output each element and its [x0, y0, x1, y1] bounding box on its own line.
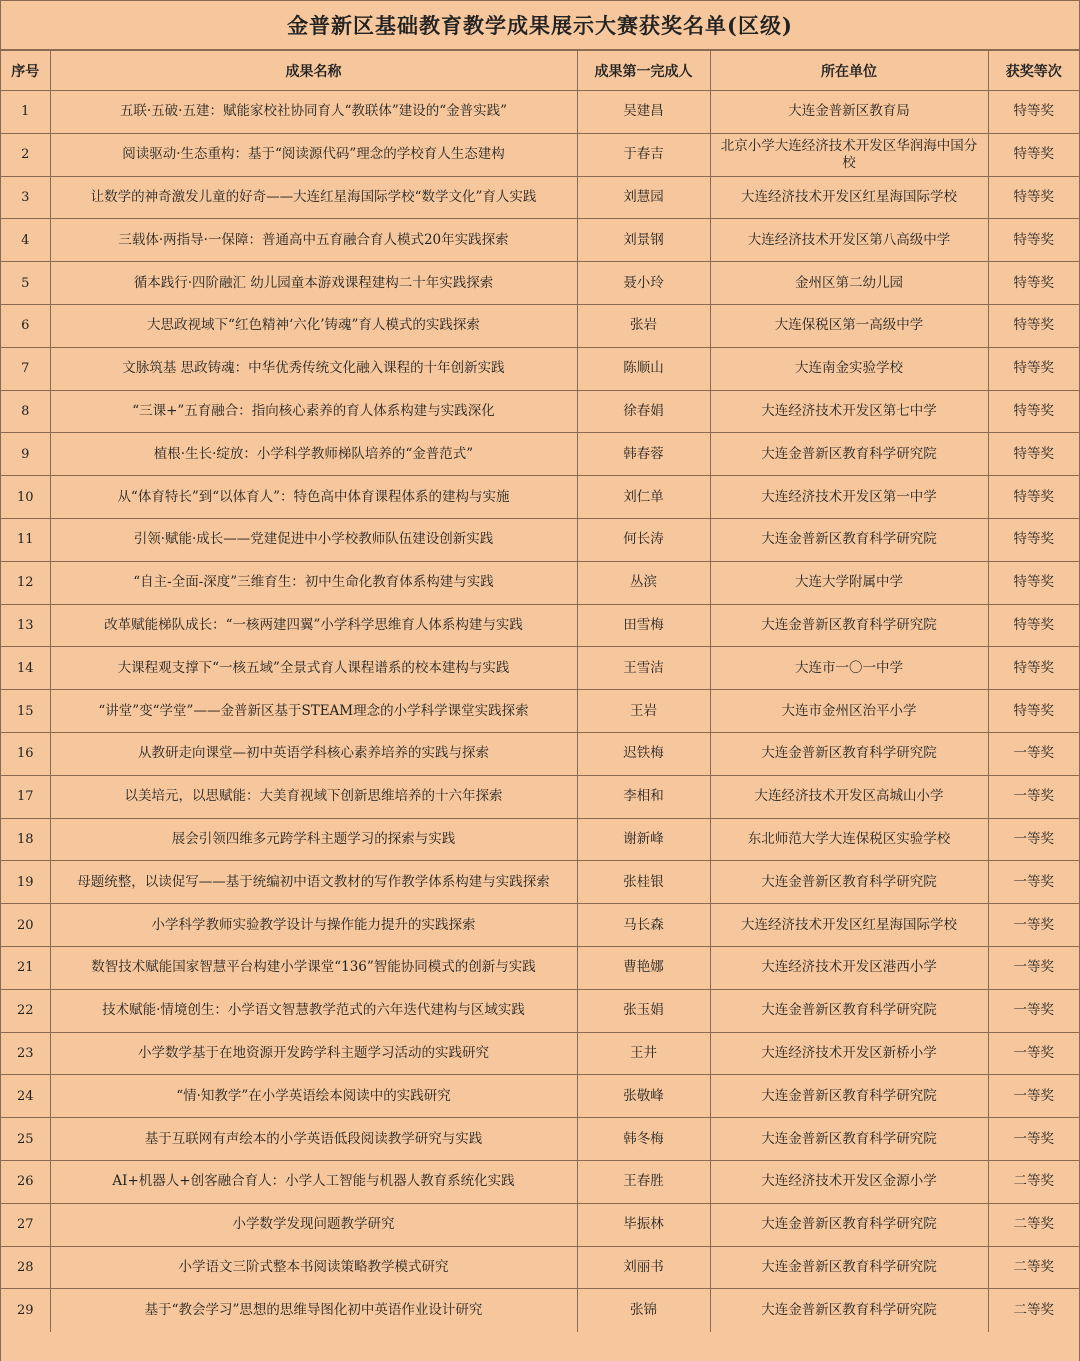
award-level: 二等奖	[988, 1203, 1079, 1246]
unit-name: 东北师范大学大连保税区实验学校	[710, 818, 988, 861]
achievement-name: 基于互联网有声绘本的小学英语低段阅读教学研究与实践	[50, 1118, 577, 1161]
first-author: 韩冬梅	[577, 1118, 710, 1161]
award-level: 特等奖	[988, 219, 1079, 262]
achievement-name: 阅读驱动·生态重构：基于“阅读源代码”理念的学校育人生态建构	[50, 133, 577, 176]
row-index: 3	[1, 176, 50, 219]
achievement-name: “情·知教学”在小学英语绘本阅读中的实践研究	[50, 1075, 577, 1118]
first-author: 刘慧园	[577, 176, 710, 219]
table-body	[1, 91, 1079, 1332]
table-row	[1, 1246, 1079, 1289]
table-row	[1, 219, 1079, 262]
achievement-name: 植根·生长·绽放：小学科学教师梯队培养的“金普范式”	[50, 433, 577, 476]
table-row	[1, 561, 1079, 604]
award-table	[1, 50, 1079, 1332]
first-author: 何长涛	[577, 518, 710, 561]
table-row	[1, 347, 1079, 390]
award-level: 一等奖	[988, 946, 1079, 989]
table-row	[1, 775, 1079, 818]
achievement-name: 小学数学发现问题教学研究	[50, 1203, 577, 1246]
row-index: 12	[1, 561, 50, 604]
award-level: 特等奖	[988, 304, 1079, 347]
unit-name: 大连大学附属中学	[710, 561, 988, 604]
unit-name: 大连金普新区教育科学研究院	[710, 1075, 988, 1118]
achievement-name: 大思政视域下“红色精神‘六化’铸魂”育人模式的实践探索	[50, 304, 577, 347]
first-author: 曹艳娜	[577, 946, 710, 989]
row-index: 4	[1, 219, 50, 262]
unit-name: 大连金普新区教育局	[710, 91, 988, 134]
unit-name: 大连经济技术开发区第八高级中学	[710, 219, 988, 262]
award-level: 一等奖	[988, 1118, 1079, 1161]
table-row	[1, 904, 1079, 947]
first-author: 吴建昌	[577, 91, 710, 134]
table-row	[1, 946, 1079, 989]
table-row	[1, 690, 1079, 733]
table-row	[1, 1118, 1079, 1161]
achievement-name: 大课程观支撑下“一核五域”全景式育人课程谱系的校本建构与实践	[50, 647, 577, 690]
header-row	[1, 51, 1079, 91]
row-index: 8	[1, 390, 50, 433]
table-row	[1, 989, 1079, 1032]
header-award-level: 获奖等次	[988, 51, 1079, 91]
achievement-name: 三载体·两指导·一保障：普通高中五育融合育人模式20年实践探索	[50, 219, 577, 262]
unit-name: 大连市金州区治平小学	[710, 690, 988, 733]
achievement-name: 数智技术赋能国家智慧平台构建小学课堂“136”智能协同模式的创新与实践	[50, 946, 577, 989]
achievement-name: 展会引领四维多元跨学科主题学习的探索与实践	[50, 818, 577, 861]
achievement-name: 小学科学教师实验教学设计与操作能力提升的实践探索	[50, 904, 577, 947]
award-level: 特等奖	[988, 647, 1079, 690]
award-level: 一等奖	[988, 989, 1079, 1032]
page-title: 金普新区基础教育教学成果展示大赛获奖名单(区级)	[1, 0, 1079, 50]
table-row	[1, 1075, 1079, 1118]
table-row	[1, 176, 1079, 219]
award-level: 特等奖	[988, 390, 1079, 433]
first-author: 于春吉	[577, 133, 710, 176]
unit-name: 大连金普新区教育科学研究院	[710, 1118, 988, 1161]
row-index: 25	[1, 1118, 50, 1161]
award-level: 特等奖	[988, 133, 1079, 176]
first-author: 张敬峰	[577, 1075, 710, 1118]
unit-name: 大连经济技术开发区金源小学	[710, 1160, 988, 1203]
award-level: 特等奖	[988, 262, 1079, 305]
table-row	[1, 304, 1079, 347]
table-row	[1, 262, 1079, 305]
award-level: 特等奖	[988, 347, 1079, 390]
row-index: 23	[1, 1032, 50, 1075]
unit-name: 大连经济技术开发区第七中学	[710, 390, 988, 433]
table-row	[1, 133, 1079, 176]
award-level: 特等奖	[988, 561, 1079, 604]
unit-name: 大连金普新区教育科学研究院	[710, 989, 988, 1032]
unit-name: 大连金普新区教育科学研究院	[710, 1289, 988, 1332]
unit-name: 大连市一〇一中学	[710, 647, 988, 690]
achievement-name: 技术赋能·情境创生：小学语文智慧教学范式的六年迭代建构与区域实践	[50, 989, 577, 1032]
achievement-name: 引领·赋能·成长——党建促进中小学校教师队伍建设创新实践	[50, 518, 577, 561]
achievement-name: “三课+”五育融合：指向核心素养的育人体系构建与实践深化	[50, 390, 577, 433]
unit-name: 大连经济技术开发区红星海国际学校	[710, 176, 988, 219]
row-index: 21	[1, 946, 50, 989]
award-level: 特等奖	[988, 518, 1079, 561]
header-index: 序号	[1, 51, 50, 91]
award-level: 特等奖	[988, 433, 1079, 476]
unit-name: 大连金普新区教育科学研究院	[710, 732, 988, 775]
table-row	[1, 818, 1079, 861]
table-row	[1, 1160, 1079, 1203]
first-author: 迟铁梅	[577, 732, 710, 775]
unit-name: 大连金普新区教育科学研究院	[710, 518, 988, 561]
achievement-name: 母题统整，以读促写——基于统编初中语文教材的写作教学体系构建与实践探索	[50, 861, 577, 904]
row-index: 1	[1, 91, 50, 134]
award-level: 二等奖	[988, 1160, 1079, 1203]
achievement-name: “讲堂”变“学堂”——金普新区基于STEAM理念的小学科学课堂实践探索	[50, 690, 577, 733]
table-row	[1, 647, 1079, 690]
first-author: 聂小玲	[577, 262, 710, 305]
first-author: 王岩	[577, 690, 710, 733]
unit-name: 大连经济技术开发区港西小学	[710, 946, 988, 989]
table-row	[1, 476, 1079, 519]
row-index: 16	[1, 732, 50, 775]
first-author: 陈顺山	[577, 347, 710, 390]
row-index: 2	[1, 133, 50, 176]
award-level: 特等奖	[988, 91, 1079, 134]
row-index: 11	[1, 518, 50, 561]
header-achievement-name: 成果名称	[50, 51, 577, 91]
award-level: 二等奖	[988, 1289, 1079, 1332]
achievement-name: 让数学的神奇激发儿童的好奇——大连红星海国际学校“数学文化”育人实践	[50, 176, 577, 219]
first-author: 毕振林	[577, 1203, 710, 1246]
unit-name: 大连金普新区教育科学研究院	[710, 433, 988, 476]
achievement-name: 改革赋能梯队成长：“一核两建四翼”小学科学思维育人体系构建与实践	[50, 604, 577, 647]
award-level: 一等奖	[988, 775, 1079, 818]
first-author: 张桂银	[577, 861, 710, 904]
first-author: 刘景钢	[577, 219, 710, 262]
row-index: 7	[1, 347, 50, 390]
row-index: 14	[1, 647, 50, 690]
achievement-name: 循本践行·四阶融汇 幼儿园童本游戏课程建构二十年实践探索	[50, 262, 577, 305]
first-author: 张锦	[577, 1289, 710, 1332]
achievement-name: 从“体育特长”到“以体育人”：特色高中体育课程体系的建构与实施	[50, 476, 577, 519]
table-row	[1, 1032, 1079, 1075]
table-row	[1, 518, 1079, 561]
first-author: 王春胜	[577, 1160, 710, 1203]
table-row	[1, 390, 1079, 433]
table-row	[1, 1289, 1079, 1332]
first-author: 李相和	[577, 775, 710, 818]
table-row	[1, 861, 1079, 904]
achievement-name: 文脉筑基 思政铸魂：中华优秀传统文化融入课程的十年创新实践	[50, 347, 577, 390]
first-author: 韩春蓉	[577, 433, 710, 476]
first-author: 刘丽书	[577, 1246, 710, 1289]
table-row	[1, 732, 1079, 775]
row-index: 24	[1, 1075, 50, 1118]
achievement-name: 小学数学基于在地资源开发跨学科主题学习活动的实践研究	[50, 1032, 577, 1075]
award-level: 特等奖	[988, 604, 1079, 647]
achievement-name: 五联·五破·五建：赋能家校社协同育人“教联体”建设的“金普实践”	[50, 91, 577, 134]
unit-name: 金州区第二幼儿园	[710, 262, 988, 305]
table-row	[1, 433, 1079, 476]
achievement-name: AI+机器人+创客融合育人：小学人工智能与机器人教育系统化实践	[50, 1160, 577, 1203]
achievement-name: 从教研走向课堂—初中英语学科核心素养培养的实践与探索	[50, 732, 577, 775]
row-index: 15	[1, 690, 50, 733]
award-level: 一等奖	[988, 904, 1079, 947]
row-index: 5	[1, 262, 50, 305]
first-author: 王雪洁	[577, 647, 710, 690]
row-index: 27	[1, 1203, 50, 1246]
award-level: 一等奖	[988, 732, 1079, 775]
award-level: 特等奖	[988, 476, 1079, 519]
first-author: 张岩	[577, 304, 710, 347]
award-level: 一等奖	[988, 818, 1079, 861]
header-unit: 所在单位	[710, 51, 988, 91]
row-index: 10	[1, 476, 50, 519]
unit-name: 大连经济技术开发区新桥小学	[710, 1032, 988, 1075]
unit-name: 大连南金实验学校	[710, 347, 988, 390]
unit-name: 大连经济技术开发区红星海国际学校	[710, 904, 988, 947]
row-index: 18	[1, 818, 50, 861]
row-index: 17	[1, 775, 50, 818]
table-row	[1, 91, 1079, 134]
award-level: 特等奖	[988, 176, 1079, 219]
row-index: 19	[1, 861, 50, 904]
row-index: 9	[1, 433, 50, 476]
row-index: 13	[1, 604, 50, 647]
unit-name: 大连金普新区教育科学研究院	[710, 1246, 988, 1289]
unit-name: 大连金普新区教育科学研究院	[710, 1203, 988, 1246]
first-author: 刘仁单	[577, 476, 710, 519]
table-row	[1, 1203, 1079, 1246]
row-index: 22	[1, 989, 50, 1032]
first-author: 田雪梅	[577, 604, 710, 647]
first-author: 丛滨	[577, 561, 710, 604]
unit-name: 大连经济技术开发区高城山小学	[710, 775, 988, 818]
header-first-author: 成果第一完成人	[577, 51, 710, 91]
award-level: 二等奖	[988, 1246, 1079, 1289]
award-level: 一等奖	[988, 1032, 1079, 1075]
first-author: 张玉娟	[577, 989, 710, 1032]
row-index: 6	[1, 304, 50, 347]
unit-name: 大连保税区第一高级中学	[710, 304, 988, 347]
achievement-name: 基于“教会学习”思想的思维导图化初中英语作业设计研究	[50, 1289, 577, 1332]
first-author: 徐春娟	[577, 390, 710, 433]
achievement-name: “自主-全面-深度”三维育生：初中生命化教育体系构建与实践	[50, 561, 577, 604]
row-index: 20	[1, 904, 50, 947]
award-level: 一等奖	[988, 1075, 1079, 1118]
first-author: 马长森	[577, 904, 710, 947]
unit-name: 大连经济技术开发区第一中学	[710, 476, 988, 519]
unit-name: 北京小学大连经济技术开发区华润海中国分校	[710, 133, 988, 176]
unit-name: 大连金普新区教育科学研究院	[710, 861, 988, 904]
achievement-name: 小学语文三阶式整本书阅读策略教学模式研究	[50, 1246, 577, 1289]
first-author: 谢新峰	[577, 818, 710, 861]
unit-name: 大连金普新区教育科学研究院	[710, 604, 988, 647]
row-index: 29	[1, 1289, 50, 1332]
row-index: 28	[1, 1246, 50, 1289]
achievement-name: 以美培元，以思赋能：大美育视域下创新思维培养的十六年探索	[50, 775, 577, 818]
table-row	[1, 604, 1079, 647]
award-level: 特等奖	[988, 690, 1079, 733]
first-author: 王井	[577, 1032, 710, 1075]
row-index: 26	[1, 1160, 50, 1203]
award-level: 一等奖	[988, 861, 1079, 904]
